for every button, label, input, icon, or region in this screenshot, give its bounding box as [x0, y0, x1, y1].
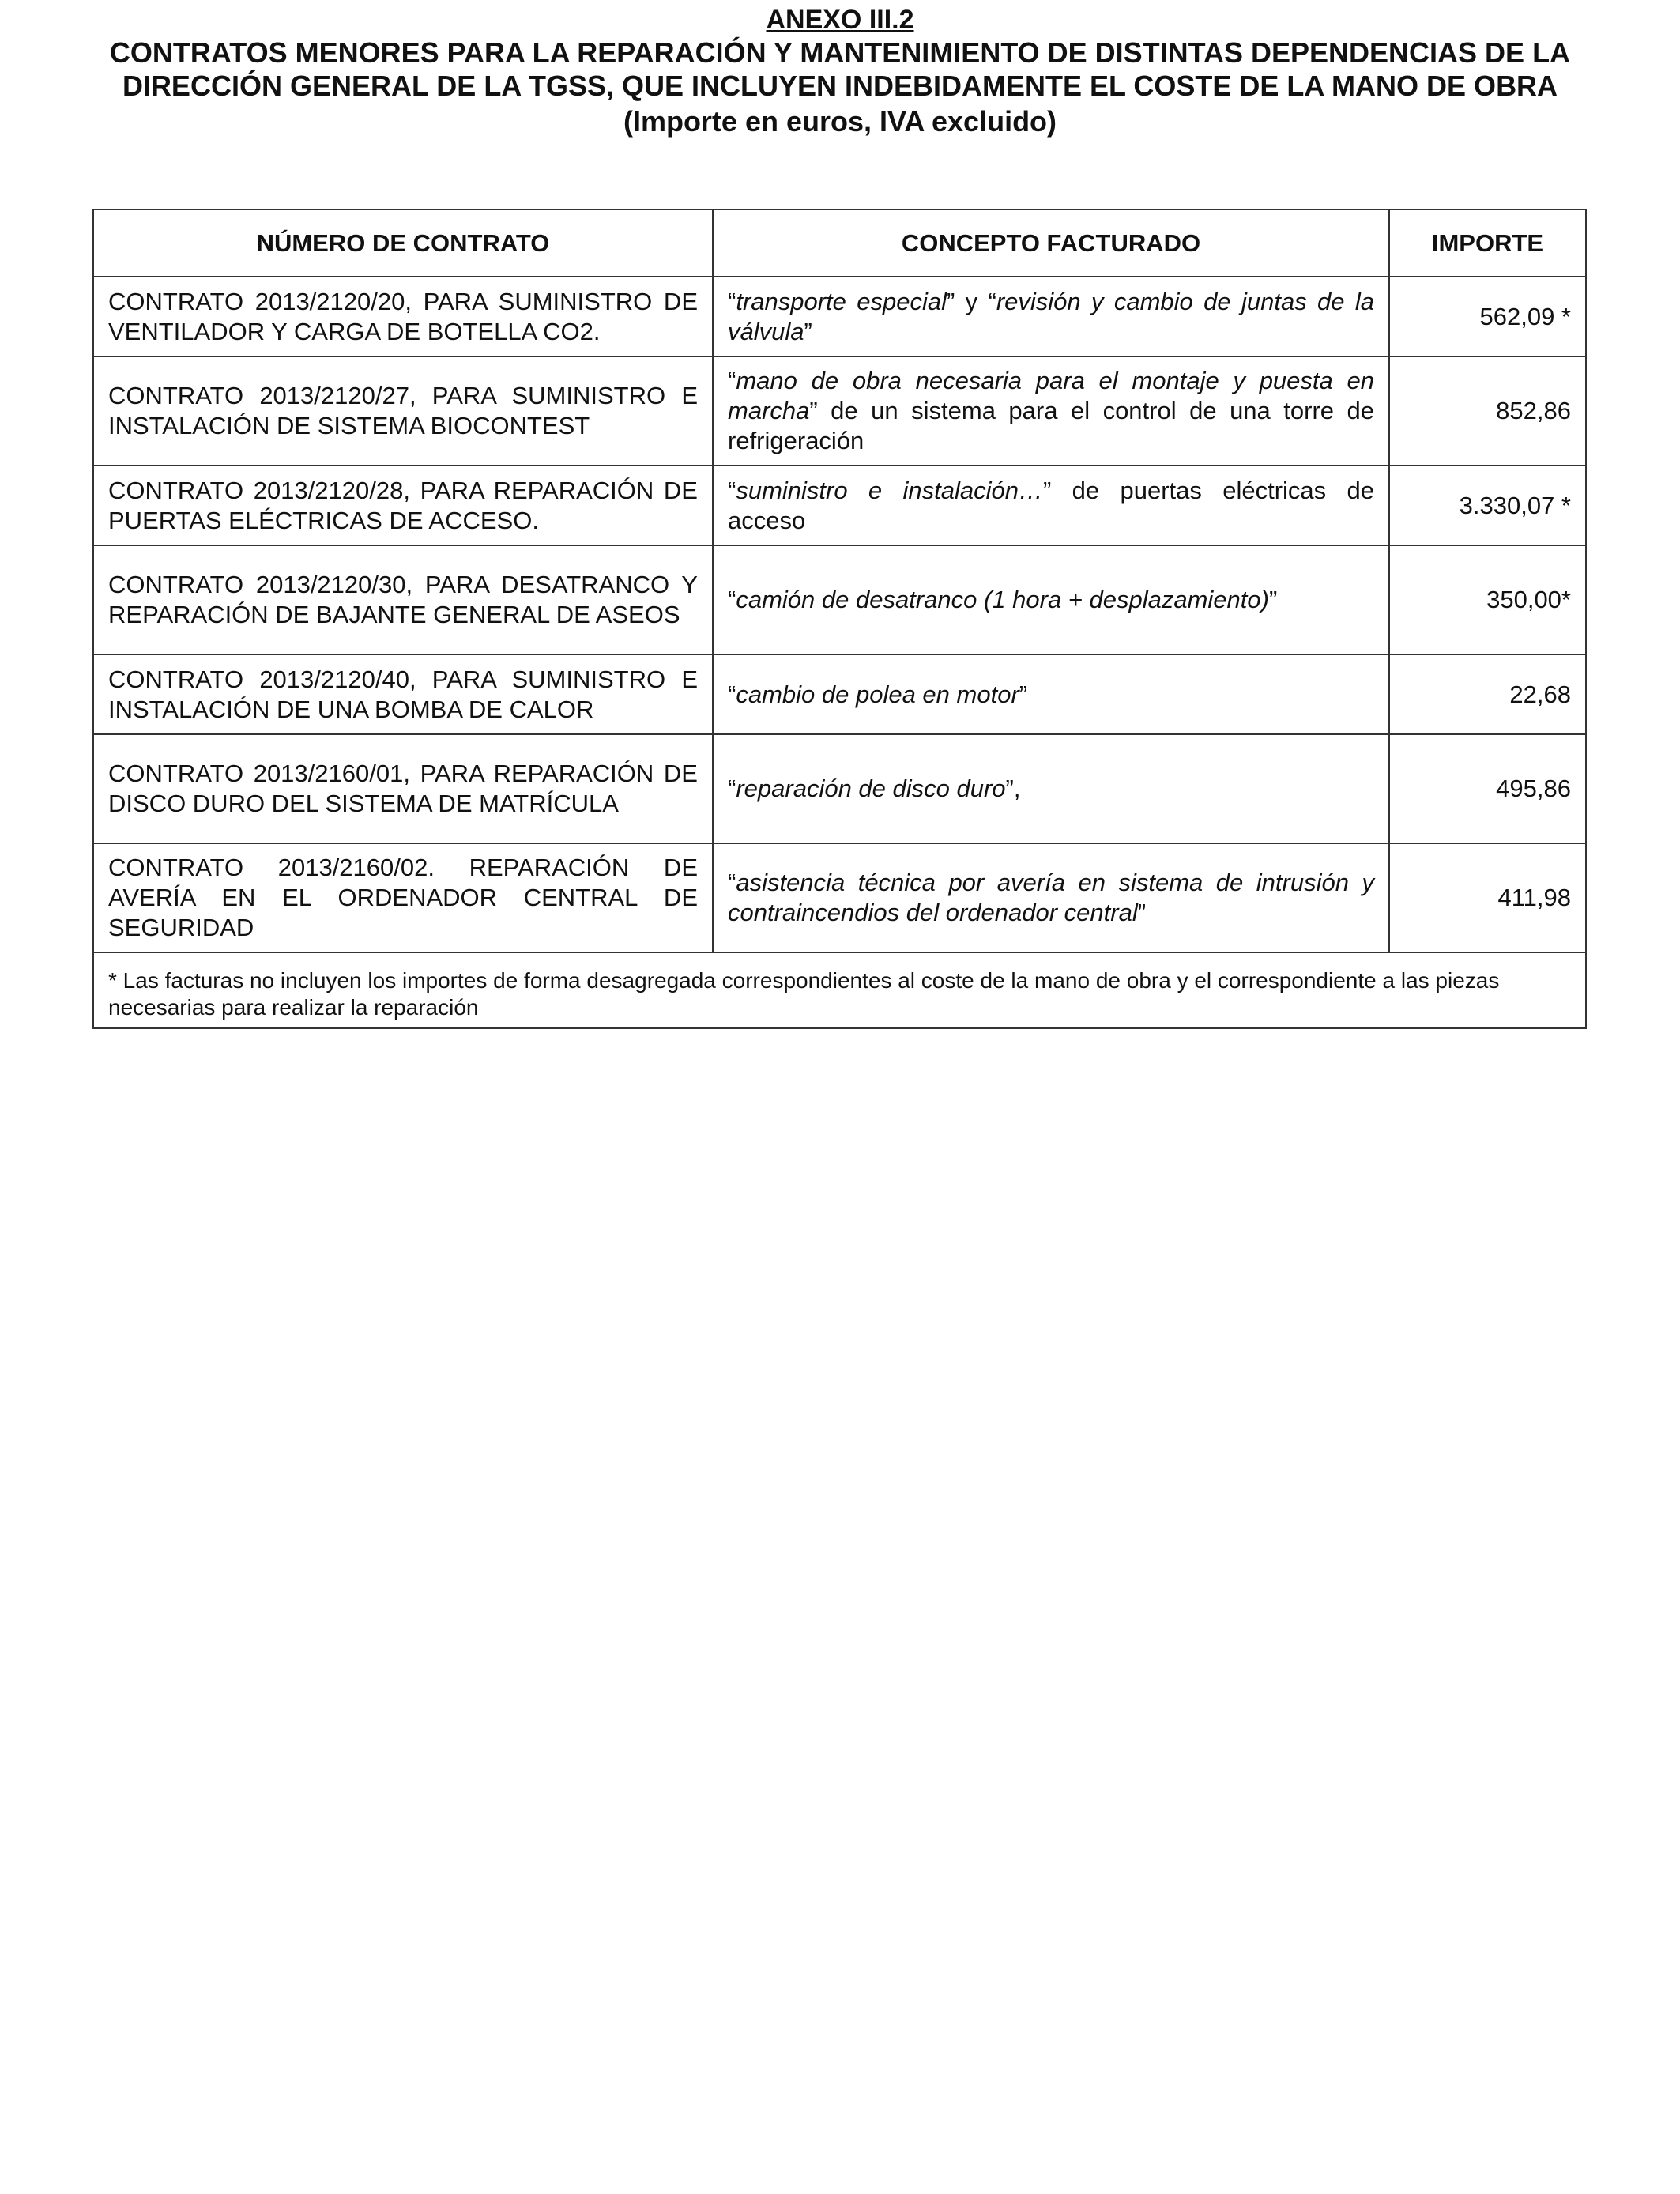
concept-cell: [713, 356, 1389, 466]
contract-number-cell: CONTRATO 2013/2120/30, PARA DESATRANCO Y REPARACIÓN DE BAJANTE GENERAL DE ASEOS: [93, 545, 713, 654]
contract-number-cell: CONTRATO 2013/2120/40, PARA SUMINISTRO E INSTALACIÓN DE UNA BOMBA DE CALOR: [93, 654, 713, 734]
contract-number-cell: CONTRATO 2013/2120/28, PARA REPARACIÓN DE PUERTAS ELÉCTRICAS DE ACCESO.: [93, 466, 713, 545]
contract-number-cell: CONTRATO 2013/2160/01, PARA REPARACIÓN DE DISCO DURO DEL SISTEMA DE MATRÍCULA: [93, 734, 713, 843]
table-row: [93, 734, 1586, 843]
table-row: [93, 843, 1586, 952]
contract-number-cell: CONTRATO 2013/2160/02. REPARACIÓN DE AVERÍA EN EL ORDENADOR CENTRAL DE SEGURIDAD: [93, 843, 713, 952]
concept-quote: mano de obra necesaria para el montaje y puesta en marcha: [728, 367, 1374, 424]
concept-text: “: [728, 586, 736, 613]
table-header-row: [93, 209, 1586, 277]
concept-cell: [713, 654, 1389, 734]
amount-cell: 350,00*: [1389, 545, 1586, 654]
concept-cell: [713, 277, 1389, 356]
table-row: [93, 466, 1586, 545]
concept-text: ”: [1268, 586, 1278, 613]
concept-text: ”: [1019, 680, 1028, 708]
table-row: [93, 545, 1586, 654]
concept-text: ”,: [1005, 775, 1021, 802]
column-header-concept: CONCEPTO FACTURADO: [713, 209, 1389, 277]
concept-text: “: [728, 476, 736, 504]
concept-quote: transporte especial: [736, 287, 947, 315]
concept-quote: camión de desatranco (1 hora + desplazamiento): [736, 586, 1269, 613]
contracts-table: [92, 209, 1587, 1029]
concept-text: “: [728, 680, 736, 708]
table-row: [93, 356, 1586, 466]
concept-text: ”: [804, 317, 812, 345]
concept-quote: revisión y cambio de juntas de la válvula: [728, 287, 1374, 345]
concept-quote: reparación de disco duro: [736, 775, 1006, 802]
footnote-row: [93, 952, 1586, 1028]
concept-cell: [713, 843, 1389, 952]
document-title: CONTRATOS MENORES PARA LA REPARACIÓN Y MANTENIMIENTO DE DISTINTAS DEPENDENCIAS DE LA DIRECCIÓN GENERAL DE LA TGSS, QUE INCLUYEN INDEBIDAMENTE EL COSTE DE LA MANO DE OBRA: [109, 36, 1571, 102]
amount-cell: 495,86: [1389, 734, 1586, 843]
concept-text: “: [728, 775, 736, 802]
concept-text: ” de puertas eléctricas de acceso: [728, 476, 1374, 534]
table-row: [93, 654, 1586, 734]
concept-text: “: [728, 367, 736, 394]
table-row: [93, 277, 1586, 356]
concept-cell: [713, 734, 1389, 843]
contract-number-cell: CONTRATO 2013/2120/27, PARA SUMINISTRO E INSTALACIÓN DE SISTEMA BIOCONTEST: [93, 356, 713, 466]
amount-cell: 852,86: [1389, 356, 1586, 466]
amount-cell: 411,98: [1389, 843, 1586, 952]
amount-cell: 3.330,07 *: [1389, 466, 1586, 545]
concept-quote: cambio de polea en motor: [736, 680, 1019, 708]
amount-cell: 562,09 *: [1389, 277, 1586, 356]
document-header: [0, 0, 1680, 139]
concept-text: ” y “: [947, 287, 996, 315]
document-subtitle: (Importe en euros, IVA excluido): [623, 105, 1057, 138]
concept-text: “: [728, 287, 736, 315]
annex-label: ANEXO III.2: [766, 5, 914, 35]
amount-cell: 22,68: [1389, 654, 1586, 734]
concept-cell: [713, 466, 1389, 545]
concept-quote: suministro e instalación…: [736, 476, 1043, 504]
concept-text: ”: [1137, 899, 1147, 926]
column-header-amount: IMPORTE: [1389, 209, 1586, 277]
concept-cell: [713, 545, 1389, 654]
concept-text: “: [728, 869, 736, 896]
column-header-contract: NÚMERO DE CONTRATO: [93, 209, 713, 277]
concept-text: ” de un sistema para el control de una torre de refrigeración: [728, 397, 1374, 454]
table-footnote: * Las facturas no incluyen los importes de forma desagregada correspondientes al coste de la mano de obra y el correspondiente a las piezas necesarias para realizar la reparación: [93, 952, 1586, 1028]
concept-quote: asistencia técnica por avería en sistema de intrusión y contraincendios del ordenador central: [728, 869, 1374, 926]
contract-number-cell: CONTRATO 2013/2120/20, PARA SUMINISTRO DE VENTILADOR Y CARGA DE BOTELLA CO2.: [93, 277, 713, 356]
